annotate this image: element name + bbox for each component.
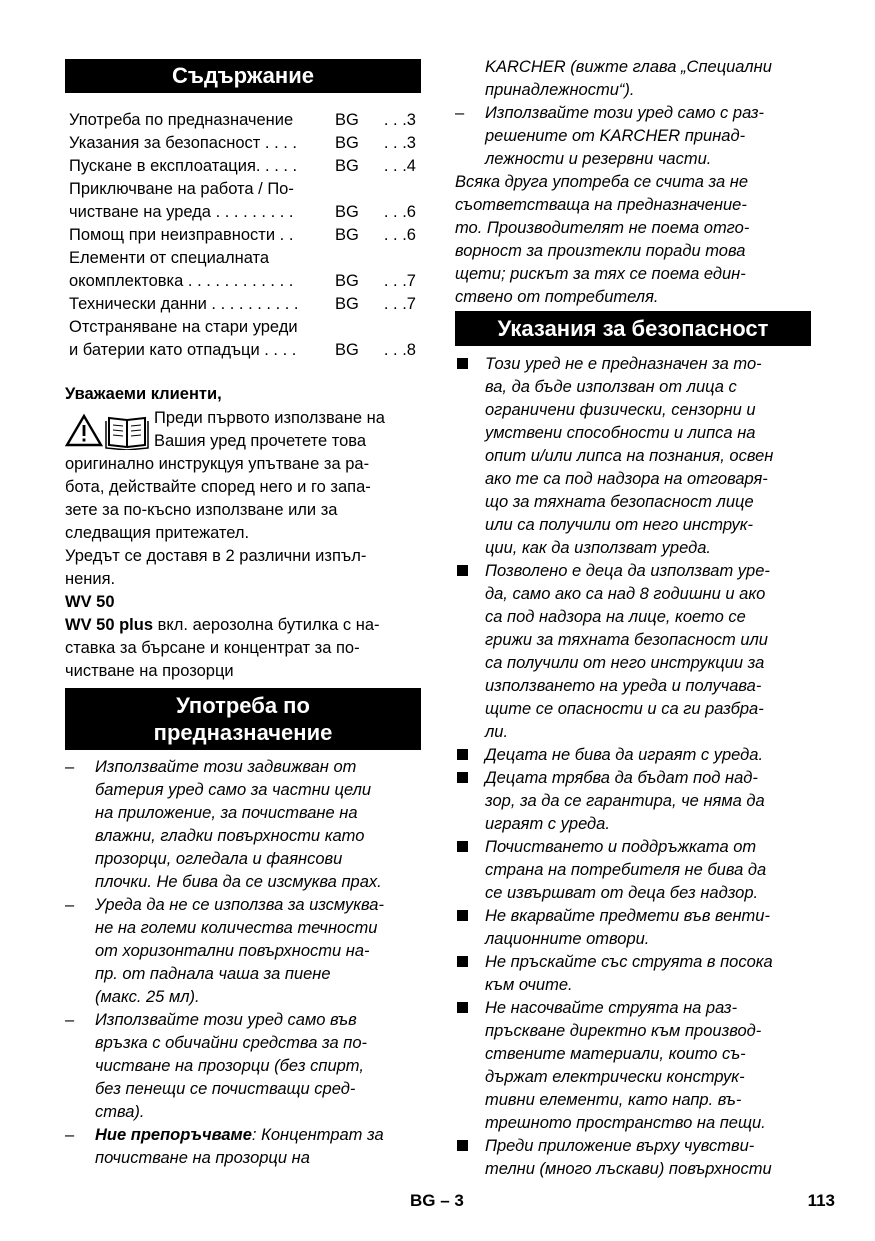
safety-item: зор, за да се гарантира, че няма да bbox=[485, 792, 765, 810]
safety-heading: Указания за безопасност bbox=[455, 311, 811, 346]
safety-item: лационните отвори. bbox=[485, 930, 650, 948]
contents-heading: Съдържание bbox=[65, 59, 421, 93]
toc-item[interactable] bbox=[65, 109, 421, 132]
safety-item: към очите. bbox=[485, 976, 573, 994]
square-bullet-icon bbox=[457, 910, 468, 921]
toc-item-lang: BG bbox=[335, 226, 359, 244]
usage-note: то. Производителят не поема отго- bbox=[455, 219, 750, 237]
intro-text: следващия притежател. bbox=[65, 524, 250, 542]
intro-text: Вашия уред прочетете това bbox=[154, 432, 367, 450]
safety-item: са под надзора на лице, което се bbox=[485, 608, 746, 626]
toc-item-page: . . .6 bbox=[383, 203, 416, 221]
intro-text: зете за по-късно използване или за bbox=[65, 501, 338, 519]
toc-item[interactable] bbox=[65, 132, 421, 155]
toc-item-lang: BG bbox=[335, 134, 359, 152]
toc-item-label-cont: окомплектовка . . . . . . . . . . . . bbox=[69, 272, 294, 290]
usage-item: пр. от паднала чаша за пиене bbox=[95, 965, 331, 983]
toc-item-label: Указания за безопасност . . . . bbox=[69, 134, 297, 152]
usage-note: ворност за произтекли поради това bbox=[455, 242, 746, 260]
usage-heading-line: Употреба по bbox=[176, 693, 310, 718]
dash-bullet: – bbox=[65, 1126, 75, 1144]
safety-item: ва, да бъде използван от лица с bbox=[485, 378, 737, 396]
model-description bbox=[65, 614, 380, 637]
safety-item: Позволено е деца да използват уре- bbox=[485, 562, 770, 580]
manual-book-icon bbox=[106, 418, 148, 450]
square-bullet-icon bbox=[457, 841, 468, 852]
toc-item[interactable] bbox=[65, 316, 421, 362]
safety-item: играят с уреда. bbox=[485, 815, 610, 833]
safety-item: страна на потребителя не бива да bbox=[485, 861, 767, 879]
square-bullet-icon bbox=[457, 358, 468, 369]
dash-bullet: – bbox=[65, 896, 75, 914]
toc-item-lang: BG bbox=[335, 295, 359, 313]
toc-item-page: . . .6 bbox=[383, 226, 416, 244]
safety-item: телни (много лъскави) повърхности bbox=[485, 1160, 772, 1178]
safety-item: Децата трябва да бъдат под над- bbox=[485, 769, 758, 787]
toc-item-label: Технически данни . . . . . . . . . . bbox=[69, 295, 299, 313]
footer-page-number: 113 bbox=[807, 1191, 835, 1210]
usage-item: принадлежности“). bbox=[485, 81, 635, 99]
model-name: WV 50 plus bbox=[65, 616, 154, 634]
toc-item[interactable] bbox=[65, 224, 421, 247]
usage-heading-line: предназначение bbox=[153, 720, 333, 745]
toc-item-label: Приключване на работа / По- bbox=[69, 180, 294, 198]
toc-item-lang: BG bbox=[335, 157, 359, 175]
usage-note: ствено от потребителя. bbox=[455, 288, 659, 306]
toc-item-label: Пускане в експлоатация. . . . . bbox=[69, 157, 298, 175]
usage-item: лежности и резервни части. bbox=[485, 150, 712, 168]
usage-item bbox=[95, 1124, 384, 1147]
usage-item: почистване на прозорци на bbox=[95, 1149, 310, 1167]
usage-item: ства). bbox=[95, 1103, 145, 1121]
usage-item: не на големи количества течности bbox=[95, 919, 378, 937]
safety-item: грижи за тяхната безопасност или bbox=[485, 631, 768, 649]
usage-item: плочки. Не бива да се изсмуква прах. bbox=[95, 873, 382, 891]
usage-item: влажни, гладки повърхности като bbox=[95, 827, 365, 845]
usage-item: Използвайте този уред само във bbox=[95, 1011, 357, 1029]
safety-item: Не вкарвайте предмети във венти- bbox=[485, 907, 770, 925]
usage-heading bbox=[65, 688, 421, 750]
toc-item-label: Отстраняване на стари уреди bbox=[69, 318, 298, 336]
warning-manual-icons bbox=[65, 410, 151, 450]
usage-item: Използвайте този уред само с раз- bbox=[485, 104, 765, 122]
recommendation-label: Ние препоръчваме bbox=[95, 1126, 252, 1144]
toc-item-label-cont: и батерии като отпадъци . . . . bbox=[69, 341, 297, 359]
dash-bullet: – bbox=[65, 758, 75, 776]
warning-triangle-icon bbox=[65, 410, 151, 450]
usage-note: щети; рискът за тях се поема един- bbox=[455, 265, 746, 283]
recommendation-text: : Концентрат за bbox=[251, 1126, 384, 1144]
toc-item-page: . . .4 bbox=[383, 157, 416, 175]
toc-item-page: . . .3 bbox=[383, 111, 416, 129]
intro-text: оригинално инструкцуя упътване за ра- bbox=[65, 455, 370, 473]
table-of-contents bbox=[65, 109, 421, 362]
toc-item-lang: BG bbox=[335, 341, 359, 359]
intro-text: бота, действайте според него и го запа- bbox=[65, 478, 371, 496]
safety-item: ли. bbox=[485, 723, 509, 741]
usage-item: (макс. 25 мл). bbox=[95, 988, 200, 1006]
toc-item-page: . . .7 bbox=[383, 295, 416, 313]
usage-item: Използвайте този задвижван от bbox=[95, 758, 357, 776]
safety-item: ствените материали, които съ- bbox=[485, 1045, 746, 1063]
model-description: ставка за бърсане и концентрат за по- bbox=[65, 639, 360, 657]
safety-item: що за тяхната безопасност лице bbox=[485, 493, 754, 511]
intro-text: Преди първото използване на bbox=[154, 409, 385, 427]
toc-item[interactable] bbox=[65, 247, 421, 293]
toc-item-label-cont: чистване на уреда . . . . . . . . . bbox=[69, 203, 294, 221]
usage-item: Уреда да не се използва за изсмуква- bbox=[95, 896, 384, 914]
dash-bullet: – bbox=[455, 104, 465, 122]
safety-item: ции, как да използват уреда. bbox=[485, 539, 711, 557]
usage-note: съответстваща на предназначение- bbox=[455, 196, 747, 214]
usage-item: връзка с обичайни средства за по- bbox=[95, 1034, 368, 1052]
usage-item: батерия уред само за частни цели bbox=[95, 781, 372, 799]
safety-item: умствени способности и липса на bbox=[485, 424, 756, 442]
safety-item: щите се опасности и са ги разбра- bbox=[485, 700, 764, 718]
square-bullet-icon bbox=[457, 749, 468, 760]
model-text: вкл. аерозолна бутилка с на- bbox=[153, 616, 380, 634]
safety-item: държат електрически конструк- bbox=[485, 1068, 745, 1086]
safety-item: ако те са под надзора на отговаря- bbox=[485, 470, 768, 488]
greeting: Уважаеми клиенти, bbox=[65, 385, 222, 403]
intro-text: нения. bbox=[65, 570, 116, 588]
toc-item[interactable] bbox=[65, 155, 421, 178]
safety-item: опит и/или липса на познания, освен bbox=[485, 447, 774, 465]
toc-item-label: Елементи от специалната bbox=[69, 249, 270, 267]
toc-item[interactable] bbox=[65, 293, 421, 316]
toc-item[interactable] bbox=[65, 178, 421, 224]
toc-item-page: . . .3 bbox=[383, 134, 416, 152]
toc-item-lang: BG bbox=[335, 111, 359, 129]
safety-item: Този уред не е предназначен за то- bbox=[485, 355, 762, 373]
toc-item-label: Помощ при неизправности . . bbox=[69, 226, 294, 244]
model-name: WV 50 bbox=[65, 593, 115, 611]
toc-item-lang: BG bbox=[335, 272, 359, 290]
safety-item: ограничени физически, сензорни и bbox=[485, 401, 756, 419]
square-bullet-icon bbox=[457, 956, 468, 967]
safety-item: да, само ако са над 8 годишни и ако bbox=[485, 585, 766, 603]
safety-item: или са получили от него инструк- bbox=[485, 516, 754, 534]
safety-item: използването на уреда и получава- bbox=[485, 677, 762, 695]
safety-item: трешното пространство на пещи. bbox=[485, 1114, 766, 1132]
usage-item: на приложение, за почистване на bbox=[95, 804, 358, 822]
square-bullet-icon bbox=[457, 772, 468, 783]
usage-item: прозорци, огледала и фаянсови bbox=[95, 850, 343, 868]
safety-item: Не насочвайте струята на раз- bbox=[485, 999, 738, 1017]
safety-item: Почистването и поддръжката от bbox=[485, 838, 757, 856]
usage-item: без пенещи се почистващи сред- bbox=[95, 1080, 356, 1098]
toc-item-lang: BG bbox=[335, 203, 359, 221]
toc-item-page: . . .7 bbox=[383, 272, 416, 290]
safety-item: Преди приложение върху чувстви- bbox=[485, 1137, 755, 1155]
intro-text: Уредът се доставя в 2 различни изпъл- bbox=[65, 547, 367, 565]
usage-item: KARCHER (вижте глава „Специални bbox=[485, 58, 772, 76]
dash-bullet: – bbox=[65, 1011, 75, 1029]
square-bullet-icon bbox=[457, 1140, 468, 1151]
safety-item: са получили от него инструкции за bbox=[485, 654, 765, 672]
safety-item: тивни елементи, като напр. въ- bbox=[485, 1091, 742, 1109]
usage-item: чистване на прозорци (без спирт, bbox=[95, 1057, 364, 1075]
safety-item: пръскване директно към производ- bbox=[485, 1022, 762, 1040]
footer-section-code: BG – 3 bbox=[410, 1191, 464, 1210]
square-bullet-icon bbox=[457, 1002, 468, 1013]
safety-item: се извършват от деца без надзор. bbox=[485, 884, 759, 902]
square-bullet-icon bbox=[457, 565, 468, 576]
safety-item: Децата не бива да играят с уреда. bbox=[485, 746, 764, 764]
usage-item: от хоризонтални повърхности на- bbox=[95, 942, 370, 960]
safety-item: Не пръскайте със струята в посока bbox=[485, 953, 773, 971]
model-description: чистване на прозорци bbox=[65, 662, 234, 680]
usage-item: решените от KARCHER принад- bbox=[485, 127, 746, 145]
toc-item-label: Употреба по предназначение bbox=[69, 111, 294, 129]
toc-item-page: . . .8 bbox=[383, 341, 416, 359]
usage-note: Всяка друга употреба се счита за не bbox=[455, 173, 749, 191]
